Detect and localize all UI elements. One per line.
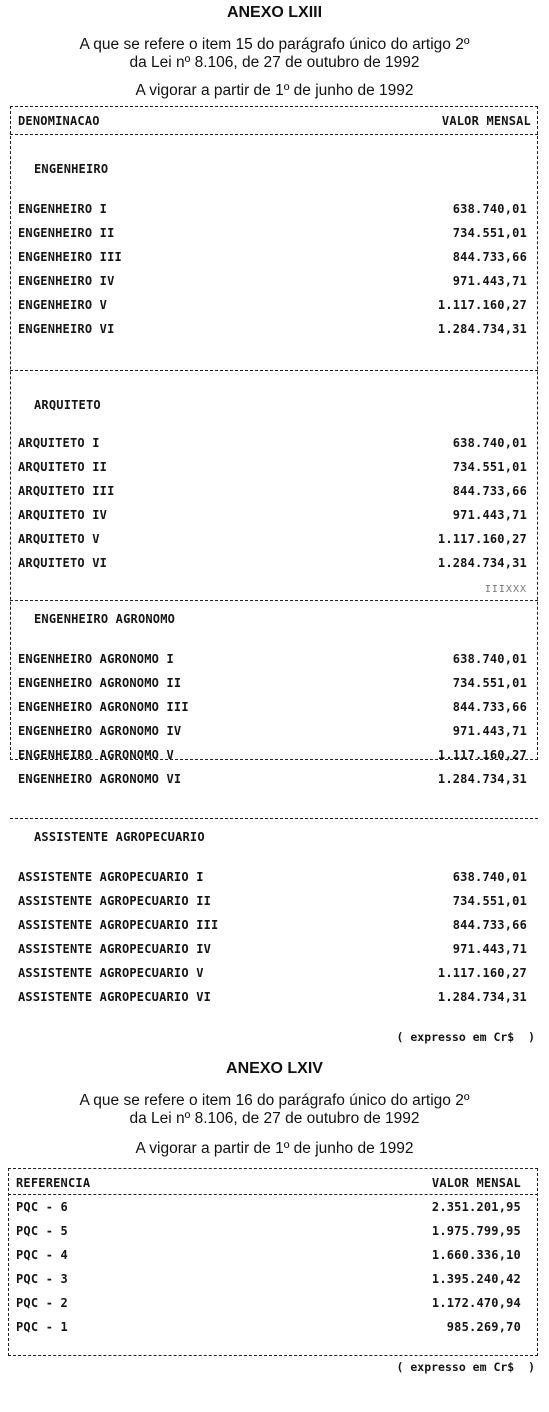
- anexo-lxiv-subtitle-line2: da Lei nº 8.106, de 27 de outubro de 1992: [129, 1110, 420, 1127]
- table-row-label: ENGENHEIRO AGRONOMO IV: [18, 724, 182, 738]
- table-row-value: 2.351.201,95: [431, 1200, 521, 1214]
- group-divider: [10, 600, 538, 601]
- group-heading-engenheiro: ENGENHEIRO: [34, 162, 109, 176]
- table-row-value: 1.284.734,31: [437, 556, 527, 570]
- table-row-label: PQC - 3: [16, 1272, 68, 1286]
- table-row-label: ENGENHEIRO III: [18, 250, 122, 264]
- table-row-value: 844.733,66: [452, 250, 527, 264]
- table-row-label: ENGENHEIRO VI: [18, 322, 115, 336]
- table-row-value: 734.551,01: [452, 460, 527, 474]
- table-row-label: ENGENHEIRO AGRONOMO II: [18, 676, 182, 690]
- header-divider: [10, 134, 538, 135]
- anexo-lxiii-title: ANEXO LXIII: [226, 4, 323, 21]
- column-header-valor-mensal: VALOR MENSAL: [431, 1176, 521, 1190]
- table-row-value: 638.740,01: [452, 436, 527, 450]
- table-row-label: PQC - 5: [16, 1224, 68, 1238]
- anexo-lxiv-title: ANEXO LXIV: [226, 1060, 323, 1077]
- table-row-label: ARQUITETO II: [18, 460, 108, 474]
- group-divider: [10, 818, 538, 819]
- column-header-denominacao: DENOMINACAO: [18, 114, 100, 128]
- table-row-label: ASSISTENTE AGROPECUARIO V: [18, 966, 204, 980]
- anexo-lxiii-currency-note: ( expresso em Cr$ ): [396, 1030, 535, 1044]
- table-row-label: ASSISTENTE AGROPECUARIO I: [18, 870, 204, 884]
- group-heading-engenheiro-agronomo: ENGENHEIRO AGRONOMO: [34, 612, 176, 626]
- table-row-value: 1.117.160,27: [437, 966, 527, 980]
- table-row-value: 1.284.734,31: [437, 990, 527, 1004]
- column-header-valor-mensal: VALOR MENSAL: [441, 114, 531, 128]
- table-row-value: 971.443,71: [452, 724, 527, 738]
- table-row-value: 1.975.799,95: [431, 1224, 521, 1238]
- table-row-label: ENGENHEIRO AGRONOMO III: [18, 700, 189, 714]
- table-row-label: ENGENHEIRO I: [18, 202, 108, 216]
- anexo-lxiii-subtitle-line2: da Lei nº 8.106, de 27 de outubro de 1992: [129, 54, 420, 71]
- column-header-referencia: REFERENCIA: [16, 1176, 91, 1190]
- header-divider: [8, 1194, 538, 1195]
- table-row-value: 1.284.734,31: [437, 772, 527, 786]
- table-row-label: ARQUITETO VI: [18, 556, 108, 570]
- table-row-label: ARQUITETO V: [18, 532, 100, 546]
- table-row-value: 844.733,66: [452, 484, 527, 498]
- table-row-label: ARQUITETO I: [18, 436, 100, 450]
- table-row-value: 971.443,71: [452, 508, 527, 522]
- table-row-label: ENGENHEIRO AGRONOMO V: [18, 748, 174, 762]
- group-heading-arquiteto: ARQUITETO: [34, 398, 101, 412]
- table-row-value: 971.443,71: [452, 274, 527, 288]
- table-row-label: ENGENHEIRO AGRONOMO I: [18, 652, 174, 666]
- anexo-lxiv-subtitle-line1: A que se refere o item 16 do parágrafo único do artigo 2º: [79, 1092, 470, 1109]
- table-row-value: 844.733,66: [452, 918, 527, 932]
- table-row-value: 1.117.160,27: [437, 532, 527, 546]
- table-row-value: 985.269,70: [446, 1320, 521, 1334]
- table-row-value: 638.740,01: [452, 652, 527, 666]
- table-row-label: ASSISTENTE AGROPECUARIO VI: [18, 990, 212, 1004]
- table-row-label: PQC - 2: [16, 1296, 68, 1310]
- anexo-lxiii-subtitle-line1: A que se refere o item 15 do parágrafo único do artigo 2º: [79, 36, 470, 53]
- table-row-label: ENGENHEIRO V: [18, 298, 108, 312]
- table-row-value: 1.660.336,10: [431, 1248, 521, 1262]
- table-row-label: ENGENHEIRO AGRONOMO VI: [18, 772, 182, 786]
- anexo-lxiv-vigor: A vigorar a partir de 1º de junho de 1992: [135, 1140, 414, 1157]
- table-row-value: 971.443,71: [452, 942, 527, 956]
- table-row-label: PQC - 4: [16, 1248, 68, 1262]
- table-row-value: 1.117.160,27: [437, 298, 527, 312]
- table-row-value: 1.284.734,31: [437, 322, 527, 336]
- table-row-value: 734.551,01: [452, 894, 527, 908]
- table-row-value: 1.172.470,94: [431, 1296, 521, 1310]
- table-row-label: PQC - 1: [16, 1320, 68, 1334]
- table-row-value: 1.117.160,27: [437, 748, 527, 762]
- table-row-value: 734.551,01: [452, 226, 527, 240]
- table-row-value: 1.395.240,42: [431, 1272, 521, 1286]
- table-row-label: ARQUITETO III: [18, 484, 115, 498]
- table-row-label: ENGENHEIRO IV: [18, 274, 115, 288]
- table-row-label: ASSISTENTE AGROPECUARIO IV: [18, 942, 212, 956]
- table-row-value: 638.740,01: [452, 202, 527, 216]
- table-row-label: ASSISTENTE AGROPECUARIO III: [18, 918, 219, 932]
- table-row-label: ARQUITETO IV: [18, 508, 108, 522]
- table-row-value: 844.733,66: [452, 700, 527, 714]
- group-divider: [10, 370, 538, 371]
- table-row-label: ASSISTENTE AGROPECUARIO II: [18, 894, 212, 908]
- table-row-label: ENGENHEIRO II: [18, 226, 115, 240]
- anexo-lxiv-currency-note: ( expresso em Cr$ ): [396, 1360, 535, 1374]
- table-row-label: PQC - 6: [16, 1200, 68, 1214]
- group-heading-assistente-agropecuario: ASSISTENTE AGROPECUARIO: [34, 830, 205, 844]
- anexo-lxiii-vigor: A vigorar a partir de 1º de junho de 1992: [135, 82, 414, 99]
- table-row-value: 638.740,01: [452, 870, 527, 884]
- stamp-mark: IIIXXX: [484, 584, 527, 595]
- table-row-value: 734.551,01: [452, 676, 527, 690]
